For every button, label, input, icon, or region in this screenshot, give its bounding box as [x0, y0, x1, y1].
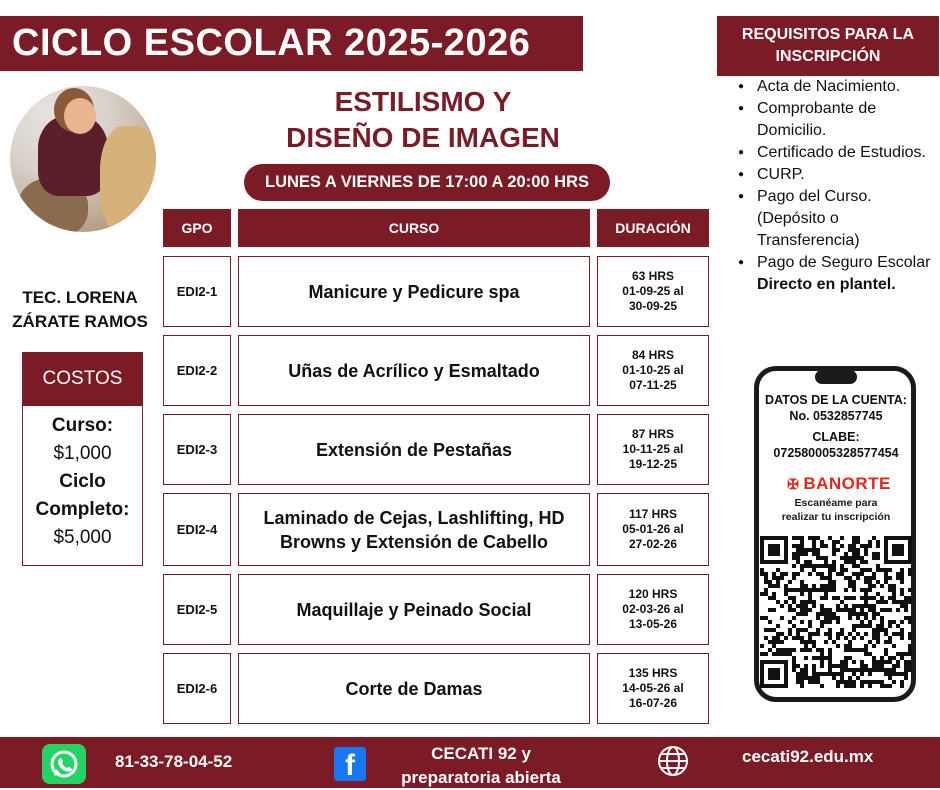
- gpo-cell: EDI2-1: [163, 256, 231, 327]
- duration-cell: [597, 653, 709, 724]
- banorte-mark-icon: ✠: [787, 475, 800, 492]
- program-title: [240, 84, 606, 156]
- website-link[interactable]: cecati92.edu.mx: [742, 747, 874, 766]
- course-price: $1,000: [53, 443, 112, 464]
- requirement-item: ● Pago del Curso. (Depósito o Transferencia): [736, 186, 936, 252]
- scan-line2: realizar tu inscripción: [781, 511, 891, 523]
- course-cell: Corte de Damas: [238, 653, 590, 724]
- requirements-list: [736, 76, 936, 296]
- costs-heading: COSTOS: [22, 352, 143, 406]
- requirement-bold: Directo en plantel.: [757, 276, 896, 293]
- banorte-name: BANORTE: [803, 474, 891, 493]
- phone-number[interactable]: 81-33-78-04-52: [115, 752, 233, 771]
- schedule-pill: LUNES A VIERNES DE 17:00 A 20:00 HRS: [244, 164, 610, 201]
- course-cell: Maquillaje y Peinado Social: [238, 574, 590, 645]
- duration-start: 10-11-25 al: [622, 442, 684, 456]
- duration-cell: [597, 574, 709, 645]
- duration-start: 01-09-25 al: [622, 284, 684, 298]
- requirement-item: ● Acta de Nacimiento.: [736, 76, 936, 98]
- account-number: No. 0532857745: [789, 409, 883, 423]
- duration-hours: 117 HRS: [628, 507, 677, 521]
- duration-end: 16-07-26: [628, 696, 678, 710]
- duration-start: 01-10-25 al: [622, 363, 684, 377]
- facebook-line1: CECATI 92 y: [431, 744, 531, 763]
- duration-end: 27-02-26: [628, 537, 678, 551]
- teacher-name: [6, 286, 154, 334]
- duration-end: 19-12-25: [628, 457, 678, 471]
- phone-notch: [815, 370, 857, 384]
- duration-hours: 135 HRS: [628, 666, 678, 680]
- duration-start: 14-05-26 al: [622, 681, 684, 695]
- course-price-label: Curso:: [51, 415, 114, 436]
- duration-cell: [597, 414, 709, 485]
- page-title: CICLO ESCOLAR 2025-2026: [12, 22, 531, 64]
- requirement-prefix: Pago de Seguro Escolar: [757, 254, 931, 271]
- duration-cell: [597, 335, 709, 406]
- duration-hours: 84 HRS: [631, 348, 674, 362]
- globe-icon: [656, 744, 690, 778]
- duration-hours: 120 HRS: [628, 587, 678, 601]
- scan-instructions: [764, 496, 908, 524]
- duration-cell: [597, 256, 709, 327]
- course-cell: Extensión de Pestañas: [238, 414, 590, 485]
- col-header-curso: CURSO: [238, 209, 590, 247]
- duration-end: 07-11-25: [629, 378, 677, 392]
- program-title-line2: DISEÑO DE IMAGEN: [286, 122, 560, 153]
- facebook-line2: preparatoria abierta: [401, 768, 561, 787]
- requirements-heading: REQUISITOS PARA LA INSCRIPCIÓN: [717, 16, 939, 76]
- col-header-duracion: DURACIÓN: [597, 209, 709, 247]
- requirement-item: ● Comprobante de Domicilio.: [736, 98, 936, 142]
- account-details: [759, 392, 913, 461]
- scan-line1: Escanéame para: [794, 497, 878, 509]
- whatsapp-icon: [42, 744, 86, 784]
- duration-end: 30-09-25: [628, 299, 678, 313]
- full-cycle-price: $5,000: [53, 527, 112, 548]
- duration-hours: 87 HRS: [631, 427, 675, 441]
- qr-code[interactable]: [760, 536, 912, 688]
- course-cell: Uñas de Acrílico y Esmaltado: [238, 335, 590, 406]
- full-cycle-label-2: Completo:: [35, 499, 130, 520]
- students-photo: [10, 86, 156, 232]
- facebook-icon: f: [334, 747, 366, 781]
- duration-start: 02-03-26 al: [622, 602, 684, 616]
- gpo-cell: EDI2-3: [163, 414, 231, 485]
- full-cycle-label-1: Ciclo: [59, 471, 106, 492]
- banorte-logo: [768, 474, 910, 494]
- account-heading: DATOS DE LA CUENTA:: [765, 393, 907, 407]
- teacher-name-line1: TEC. LORENA: [22, 288, 138, 307]
- gpo-cell: EDI2-6: [163, 653, 231, 724]
- gpo-cell: EDI2-5: [163, 574, 231, 645]
- requirement-item: ● CURP.: [736, 164, 936, 186]
- course-cell: Laminado de Cejas, Lashlifting, HD Browns y Extensión de Cabello: [238, 493, 590, 566]
- gpo-cell: EDI2-4: [163, 493, 231, 566]
- requirement-item: [736, 252, 936, 296]
- duration-start: 05-01-26 al: [622, 522, 684, 536]
- clabe-label: CLABE:: [812, 430, 860, 444]
- duration-hours: 63 HRS: [631, 269, 674, 283]
- clabe-number: 072580005328577454: [773, 446, 899, 460]
- costs-details: [22, 412, 143, 552]
- program-title-line1: ESTILISMO Y: [334, 86, 512, 117]
- gpo-cell: EDI2-2: [163, 335, 231, 406]
- duration-cell: [597, 493, 709, 566]
- teacher-name-line2: ZÁRATE RAMOS: [12, 312, 148, 331]
- requirement-item: ● Certificado de Estudios.: [736, 142, 936, 164]
- duration-end: 13-05-26: [628, 617, 678, 631]
- facebook-page[interactable]: [382, 742, 580, 790]
- col-header-gpo: GPO: [163, 209, 231, 247]
- course-cell: Manicure y Pedicure spa: [238, 256, 590, 327]
